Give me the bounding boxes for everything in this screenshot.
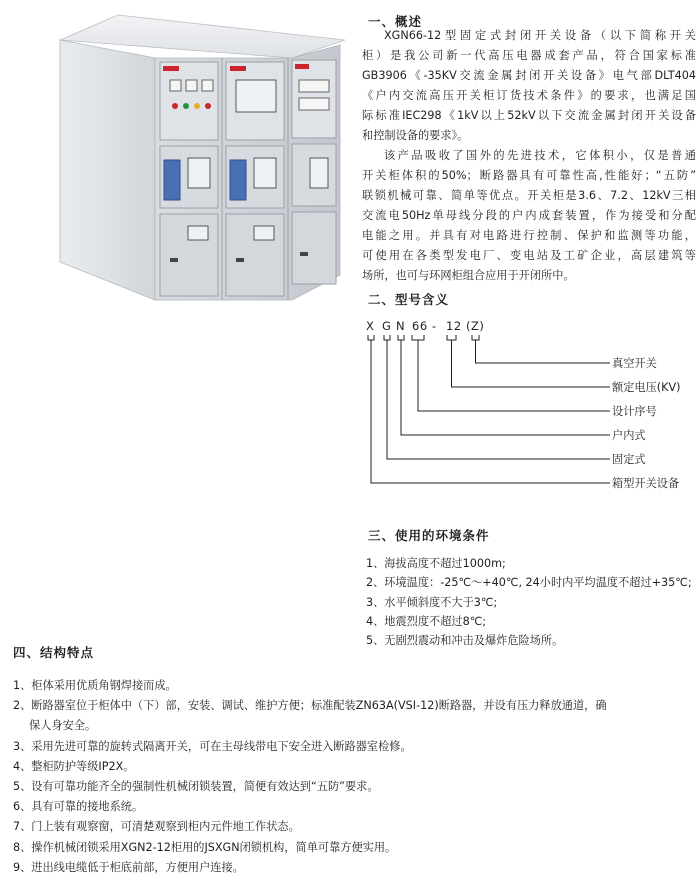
s1-line: 交流电50Hz单母线分段的户内成套装置，作为接受和分配 xyxy=(362,209,696,222)
model-char-dash: - xyxy=(432,319,437,333)
list-item: 8、操作机械闭锁采用XGN2-12柜用的JSXGN闭锁机构，简单可靠方便实用。 xyxy=(13,840,397,854)
model-label-design: 设计序号 xyxy=(612,405,657,418)
switchgear-cabinet-icon xyxy=(0,0,355,305)
switchgear-photo xyxy=(0,0,355,305)
model-char-series: 66 xyxy=(412,319,428,333)
model-label-box: 箱型开关设备 xyxy=(612,477,680,490)
s1-line: 和控制设备的要求》。 xyxy=(362,129,469,142)
s1-line: 电能之用。并具有对电路进行控制、保护和监测等功能， xyxy=(362,229,696,242)
list-item: 4、整柜防护等级IP2X。 xyxy=(13,759,135,773)
list-item: 5、设有可靠功能齐全的强制性机械闭锁装置，简便有效达到“五防”要求。 xyxy=(13,780,379,794)
section-4-title: 四、结构特点 xyxy=(13,645,95,660)
s1-line: 该产品吸收了国外的先进技术，它体积小，仅是普通 xyxy=(384,149,696,162)
list-item-continued: 保人身安全。 xyxy=(29,719,97,733)
s1-line: 场所，也可与环网柜组合应用于开闭所中。 xyxy=(362,269,575,282)
list-item: 5、无剧烈震动和冲击及爆炸危险场所。 xyxy=(366,634,564,648)
model-char-n: N xyxy=(396,319,406,333)
model-char-g: G xyxy=(382,319,392,333)
list-item: 3、采用先进可靠的旋转式隔离开关，可在主母线带电下安全进入断路器室检修。 xyxy=(13,739,412,753)
s1-line: GB3906《-35KV交流金属封闭开关设备》电气部DLT404 xyxy=(362,69,696,82)
model-bracket-diagram xyxy=(360,330,620,500)
section-4-list xyxy=(13,676,607,878)
s1-line: 际标准IEC298《1kV以上52kV以下交流金属封闭开关设备 xyxy=(362,109,696,122)
s1-line: 柜）是我公司新一代高压电器成套产品，符合国家标准 xyxy=(362,49,696,62)
section-3-title: 三、使用的环境条件 xyxy=(368,528,490,543)
s1-line: 开关柜体积的50%；断路器具有可靠性高,性能好；“五防” xyxy=(362,169,696,182)
model-char-x: X xyxy=(366,319,375,333)
s1-line: XGN66-12型固定式封闭开关设备（以下简称开关 xyxy=(384,29,696,42)
model-char-voltage: 12 xyxy=(446,319,462,333)
list-item: 3、水平倾斜度不大于3℃; xyxy=(366,595,498,609)
list-item: 2、环境温度：-25℃～+40℃, 24小时内平均温度不超过+35℃; xyxy=(366,576,692,590)
list-item: 2、断路器室位于柜体中（下）部，安装、调试、维护方便；标准配装ZN63A(VSI-12)断路器，并设有压力释放通道，确 xyxy=(13,699,607,713)
section-1-body xyxy=(362,26,696,286)
s1-line: 《户内交流高压开关柜订货技术条件》的要求，也满足国 xyxy=(362,89,696,102)
s1-line: 可使用在各类型发电厂、变电站及工矿企业，高层建筑等 xyxy=(362,249,696,262)
list-item: 1、海拔高度不超过1000m; xyxy=(366,557,506,570)
list-item: 4、地震烈度不超过8℃; xyxy=(366,614,487,628)
model-label-fixed: 固定式 xyxy=(612,453,646,466)
model-label-indoor: 户内式 xyxy=(612,429,646,442)
list-item: 9、进出线电缆低于柜底前部，方便用户连接。 xyxy=(13,860,244,874)
s1-line: 联锁机械可靠、简单等优点。开关柜是3.6、7.2、12kV三相 xyxy=(362,189,696,202)
section-2-title: 二、型号含义 xyxy=(368,292,450,307)
model-char-z: (Z) xyxy=(466,319,485,333)
model-label-vacuum: 真空开关 xyxy=(612,357,657,370)
model-label-voltage: 额定电压(KV) xyxy=(612,381,681,394)
list-item: 1、柜体采用优质角钢焊接而成。 xyxy=(13,679,177,692)
list-item: 7、门上装有观察窗，可清楚观察到柜内元件地工作状态。 xyxy=(13,820,300,834)
list-item: 6、具有可靠的接地系统。 xyxy=(13,800,144,814)
section-3-list xyxy=(366,554,692,650)
section-1-title: 一、概述 xyxy=(368,14,423,29)
